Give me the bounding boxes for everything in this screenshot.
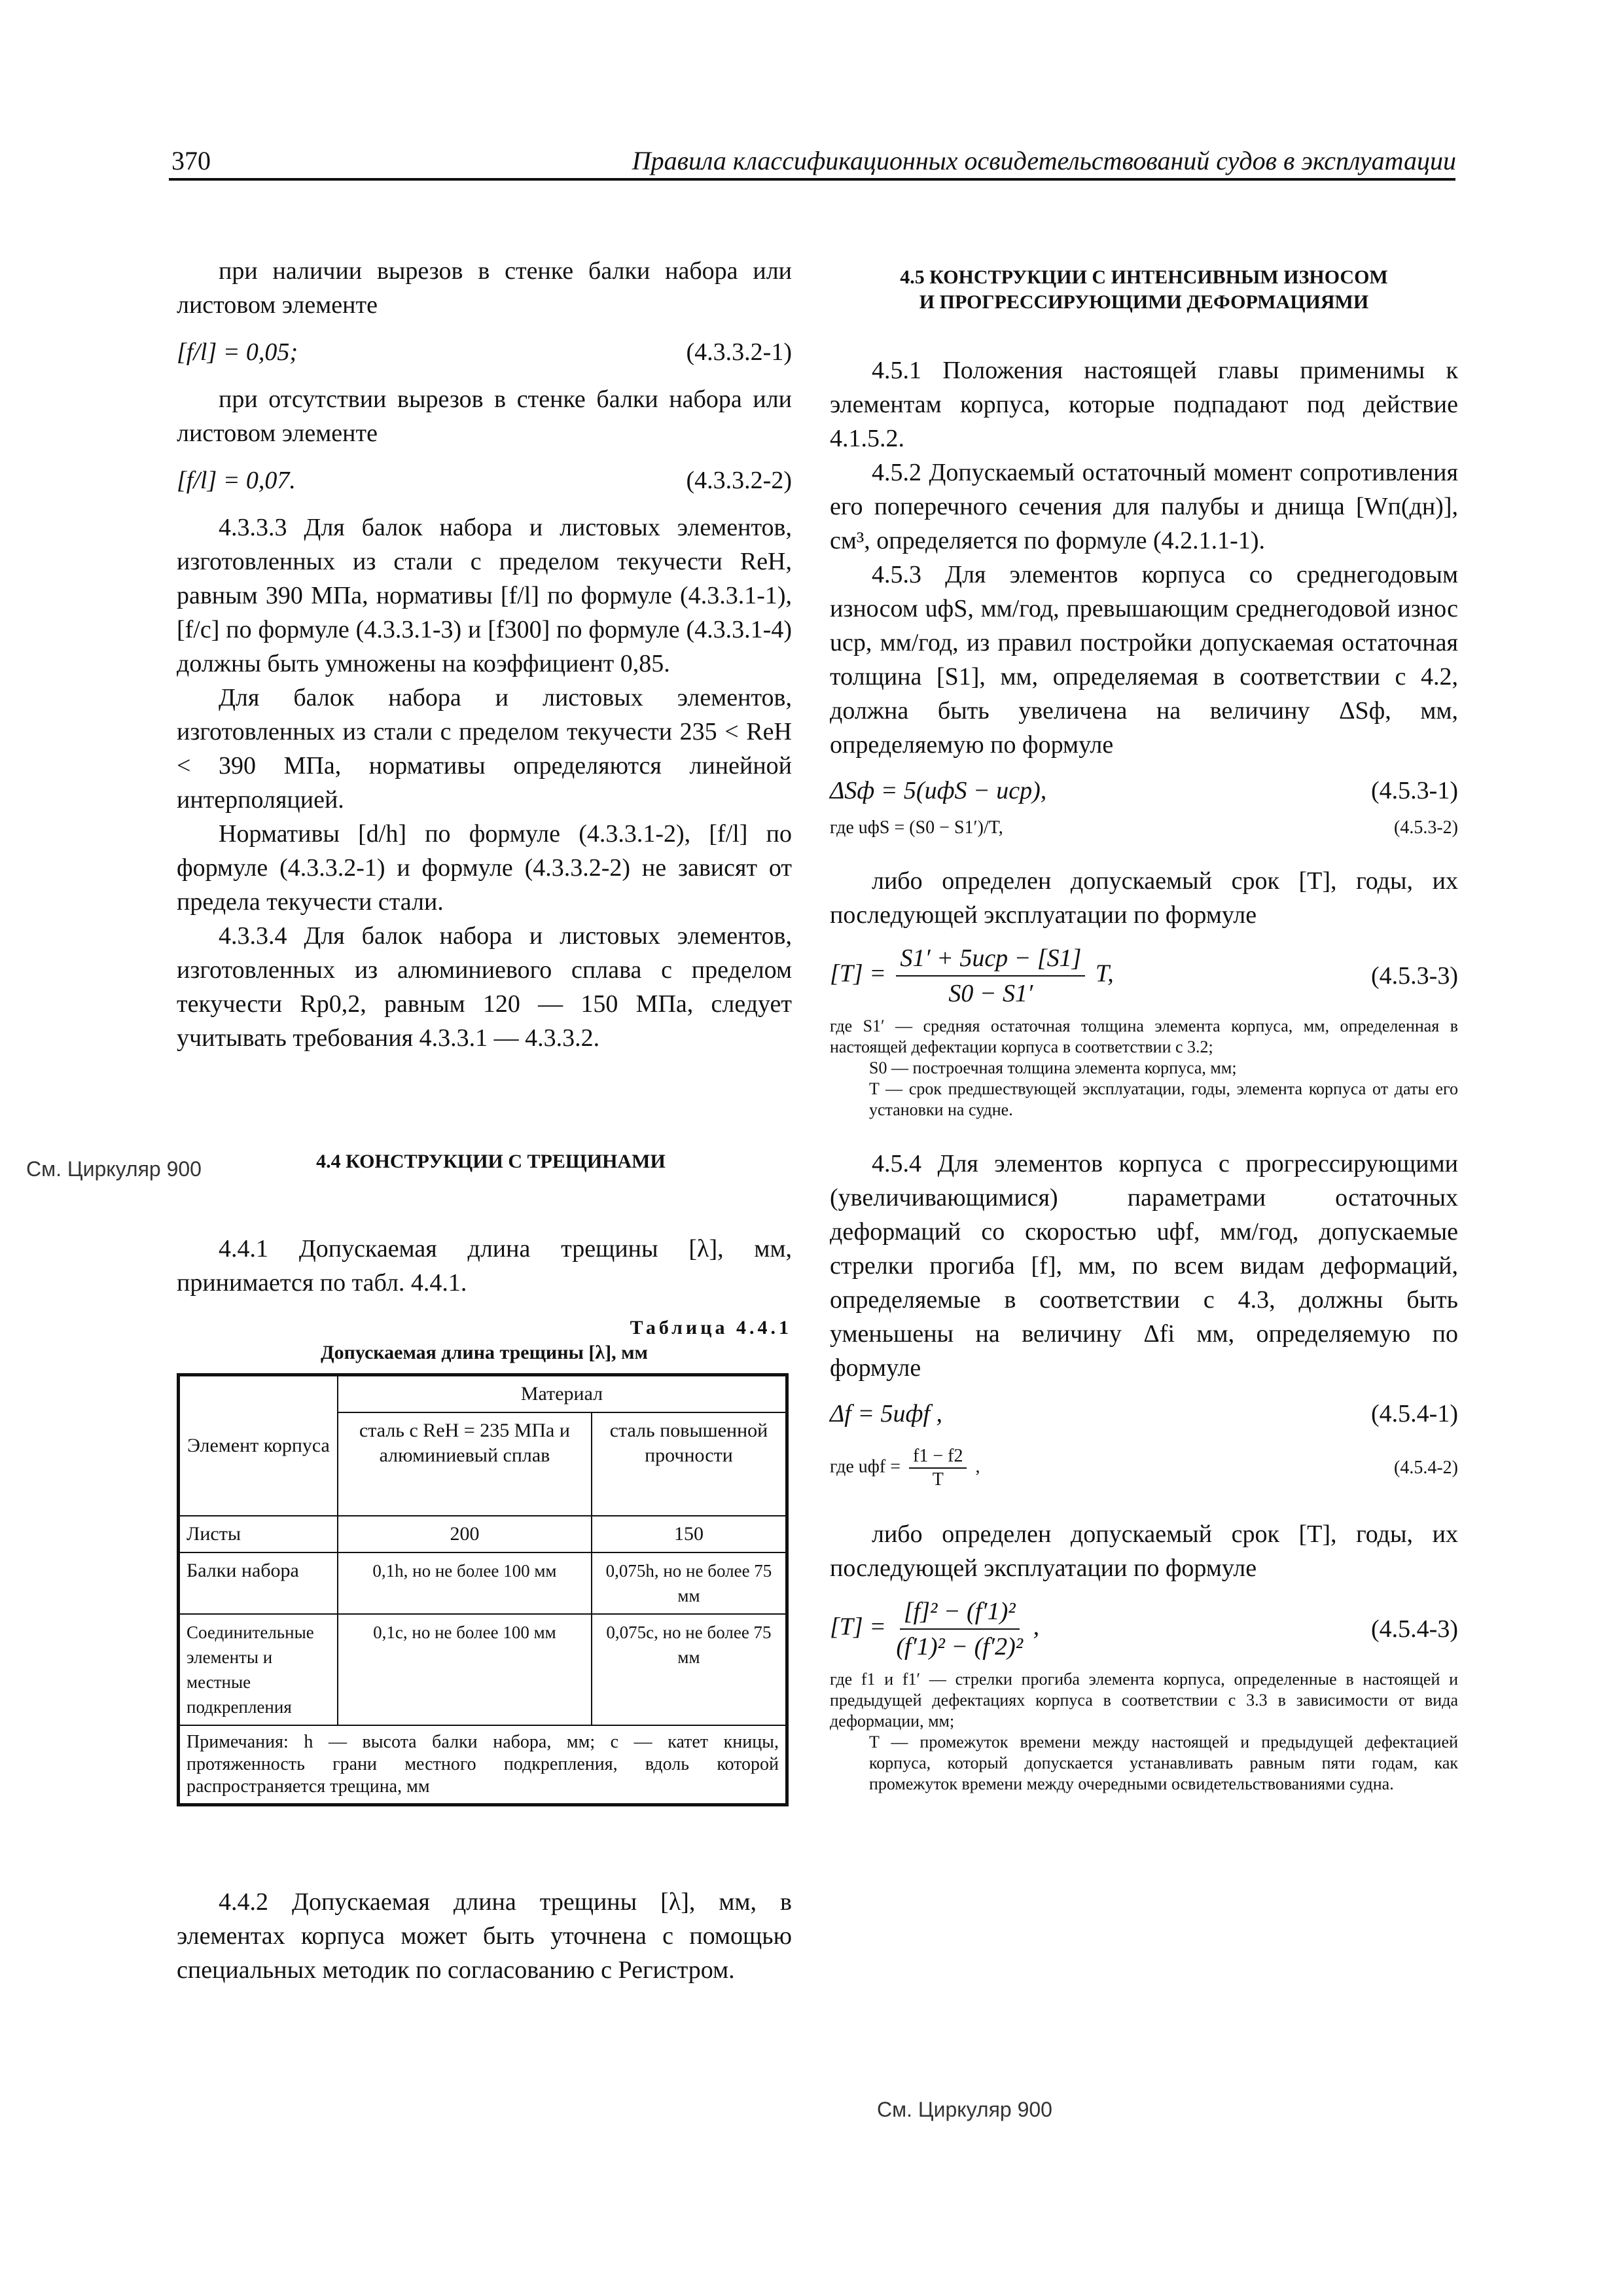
formula-4-5-3-3: [T] = $\frac{\text{S1′ + 5uср − [S1]}}{S0 - S1'}$ T, (4.5.3-3) [830,941,1458,1011]
paragraph-4-5-2: 4.5.2 Допускаемый остаточный момент сопротивления его поперечного сечения для палубы и днища [Wп(дн)], см³, определяется по формуле (4.2.1.1-1). [830,459,1458,554]
paragraph-4-3-3-4: 4.3.3.4 Для балок набора и листовых элементов, изготовленных из алюминиевого сплава с пределом текучести Rp0,2, равным 120 — 150 МПа, следует учитывать требования 4.3.3.1 — 4.3.3.2. [177,922,792,1052]
where-block-1: где S1′ — средняя остаточная толщина элемента корпуса, мм, определенная в настоящей дефектации корпуса в соответствии с 3.2; S0 — построечная толщина элемента корпуса, мм; T — срок предшествующей эксплуатации, годы, элемента корпуса от даты его установки на судне. [830,1016,1458,1119]
table-row: Балки набора 0,1h, но не более 100 мм 0,075h, но не более 75 мм [179,1552,787,1614]
crack-length-table [177,1373,789,1806]
paragraph-4-5-1: 4.5.1 Положения настоящей главы применимы к элементам корпуса, которые подпадают под действие 4.1.5.2. [830,357,1458,452]
paragraph: либо определен допускаемый срок [T], годы, их последующей эксплуатации по формуле [830,1520,1458,1582]
side-note-bottom[interactable]: См. Циркуляр 900 [877,2098,1052,2121]
section-heading-4-5: 4.5 КОНСТРУКЦИИ С ИНТЕНСИВНЫМ ИЗНОСОМ И ПРОГРЕССИРУЮЩИМИ ДЕФОРМАЦИЯМИ [900,266,1388,313]
paragraph-4-4-1: 4.4.1 Допускаемая длина трещины [λ], мм, принимается по табл. 4.4.1. [177,1235,792,1297]
table-row: Листы 200 150 [179,1516,787,1552]
running-title: Правила классификационных освидетельствований судов в эксплуатации [632,146,1456,175]
header-col1: сталь с ReH = 235 МПа и алюминиевый сплав [338,1412,592,1516]
right-column [830,353,1458,1795]
formula-4-3-3-2-1: [f/l] = 0,05; (4.3.3.2-1) [177,338,792,366]
table-note: Примечания: h — высота балки набора, мм; c — катет кницы, протяженность грани местного подкрепления, вдоль которой распространяется трещина, мм [179,1725,787,1805]
paragraph: либо определен допускаемый срок [T], годы, их последующей эксплуатации по формуле [830,867,1458,929]
paragraph: при отсутствии вырезов в стенке балки набора или листовом элементе [177,386,792,447]
header-rule [169,178,1455,181]
table-caption: Допускаемая длина трещины [λ], мм [320,1342,648,1363]
formula-4-5-4-3: [T] = $\frac{\text{[f]² − (f′1)²}}{\text{(f′1)² − (f′2)²}}$ , (4.5.4-3) [830,1594,1458,1664]
paragraph: Для балок набора и листовых элементов, изготовленных из стали с пределом текучести 235 < ReH < 390 МПа, нормативы определяются линейной интерполяцией. [177,684,792,814]
paragraph-4-5-4: 4.5.4 Для элементов корпуса с прогрессирующими (увеличивающимися) параметрами остаточных деформаций со скоростью uфf, мм/год, допускаемые стрелки прогиба [f], мм, по всем видам деформаций, определяемые в соответствии с 4.3, должны быть уменьшены на величину Δfi мм, определяемую по формуле [830,1150,1458,1382]
paragraph-4-5-3: 4.5.3 Для элементов корпуса со среднегодовым износом uфS, мм/год, превышающим среднегодовой износ uср, мм/год, из правил постройки допускаемая остаточная толщина [S1], мм, определяемая в соответствии с 4.2, должна быть увеличена на величину ΔSф, мм, определяемую по формуле [830,561,1458,759]
table-label: Таблица 4.4.1 [630,1317,792,1338]
formula-4-5-4-1: Δf = 5uфf , (4.5.4-1) [830,1400,1458,1427]
left-column-lower [177,1232,792,1300]
left-column-bottom [177,1885,792,1987]
header-col2: сталь повышенной прочности [592,1412,787,1516]
page-number: 370 [171,146,211,175]
formula-4-3-3-2-2: [f/l] = 0,07. (4.3.3.2-2) [177,467,792,494]
paragraph: Нормативы [d/h] по формуле (4.3.3.1-2), [f/l] по формуле (4.3.3.2-1) и формуле (4.3.3.2-2) не зависят от предела текучести стали. [177,820,792,916]
where-block-2: где f1 и f1′ — стрелки прогиба элемента корпуса, определенные в настоящей и предыдущей дефектациях корпуса в соответствии с 3.3 в зависимости от вида деформации, мм; T — промежуток времени между настоящей и предыдущей дефектацией корпуса, который допускается устанавливать равным пяти годам, как промежуток времени между очередными освидетельствованиями судна. [830,1670,1458,1793]
paragraph-4-3-3-3: 4.3.3.3 Для балок набора и листовых элементов, изготовленных из стали с пределом текучести ReH, равным 390 МПа, нормативы [f/l] по формуле (4.3.3.1-1), [f/c] по формуле (4.3.3.1-3) и [f300] по формуле (4.3.3.1-4) должны быть умножены на коэффициент 0,85. [177,514,792,677]
header-element: Элемент корпуса [179,1375,338,1516]
side-note-left[interactable]: См. Циркуляр 900 [26,1157,202,1181]
formula-4-5-3-2: где uфS = (S0 − S1′)/T, (4.5.3-2) [830,817,1458,838]
section-heading-4-4: 4.4 КОНСТРУКЦИИ С ТРЕЩИНАМИ [316,1151,666,1172]
table-row: Соединительные элементы и местные подкрепления 0,1c, но не более 100 мм 0,075c, но не более 75 мм [179,1614,787,1725]
formula-4-5-3-1: ΔSф = 5(uфS − uср), (4.5.3-1) [830,777,1458,804]
header-material: Материал [338,1375,787,1413]
left-column [177,254,792,1055]
formula-4-5-4-2: где uфf = $\frac{f1 - f2}{T}$ , (4.5.4-2) [830,1446,1458,1490]
paragraph: при наличии вырезов в стенке балки набора или листовом элементе [177,257,792,319]
paragraph-4-4-2: 4.4.2 Допускаемая длина трещины [λ], мм, в элементах корпуса может быть уточнена с помощью специальных методик по согласованию с Регистром. [177,1888,792,1984]
